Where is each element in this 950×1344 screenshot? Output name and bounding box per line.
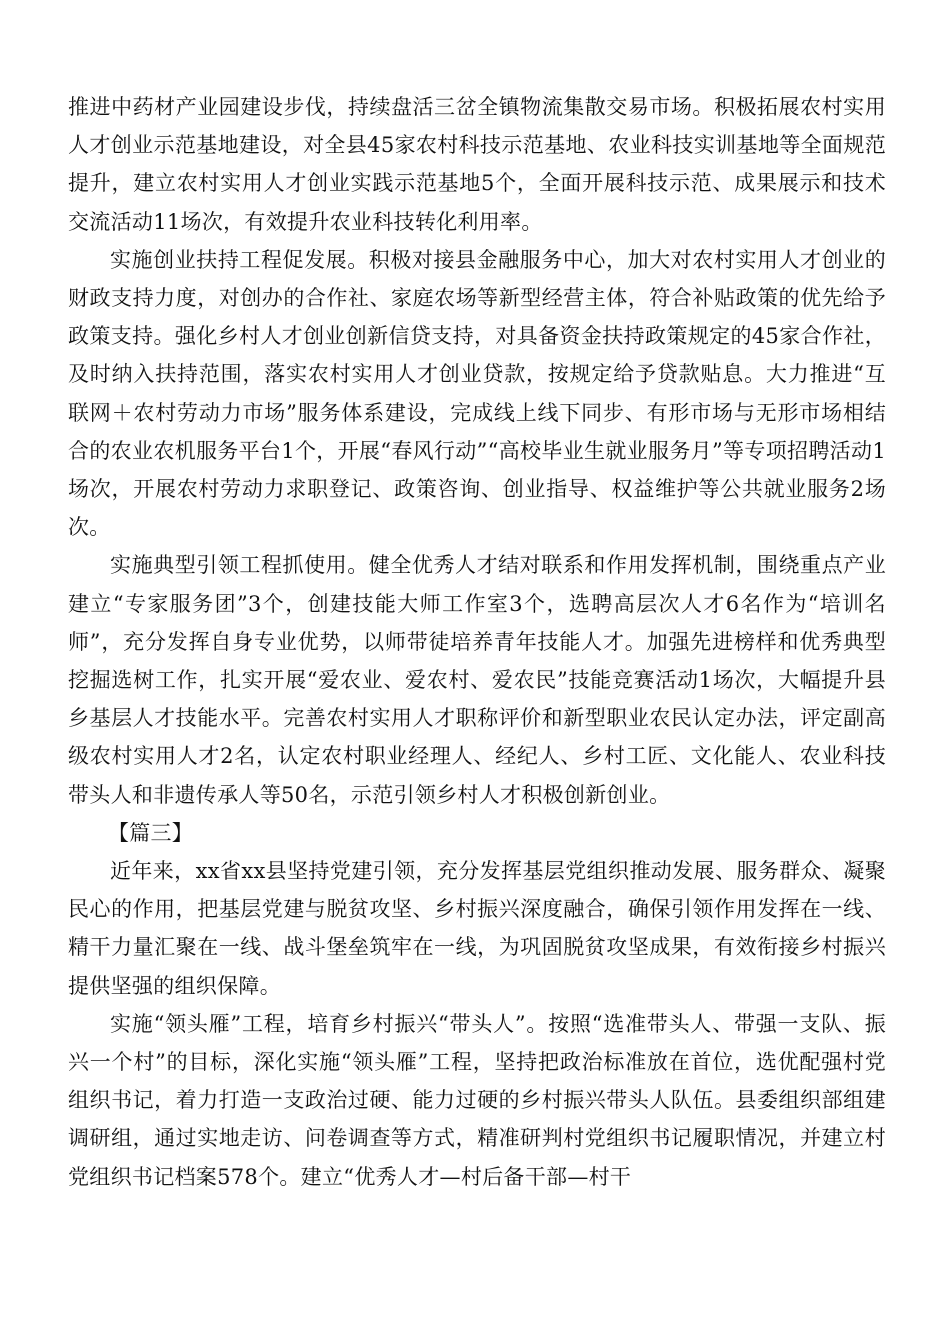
paragraph-entrepreneurship-support: 实施创业扶持工程促发展。积极对接县金融服务中心，加大对农村实用人才创业的财政支持力度，对创办的合作社、家庭农场等新型经营主体，符合补贴政策的优先给予政策支持。强化乡村人才创业创新信贷支持，对具备资金扶持政策规定的45家合作社，及时纳入扶持范围，落实农村实用人才创业贷款，按规定给予贷款贴息。大力推进“互联网＋农村劳动力市场”服务体系建设，完成线上线下同步、有形市场与无形市场相结合的农业农机服务平台1个，开展“春风行动”“高校毕业生就业服务月”等专项招聘活动1场次，开展农村劳动力求职登记、政策咨询、创业指导、权益维护等公共就业服务2场次。 xyxy=(68,247,886,540)
paragraph-typical-leading: 实施典型引领工程抓使用。健全优秀人才结对联系和作用发挥机制，围绕重点产业建立“专家服务团”3个，创建技能大师工作室3个，选聘高层次人才6名作为“培训名师”，充分发挥自身专业优势，以师带徒培养青年技能人才。加强先进榜样和优秀典型挖掘选树工作，扎实开展“爱农业、爱农村、爱农民”技能竞赛活动1场次，大幅提升县乡基层人才技能水平。完善农村实用人才职称评价和新型职业农民认定办法，评定副高级农村实用人才2名，认定农村职业经理人、经纪人、乡村工匠、文化能人、农业科技带头人和非遗传承人等50名，示范引领乡村人才积极创新创业。 xyxy=(68,553,886,807)
paragraph-continued: 推进中药材产业园建设步伐，持续盘活三岔全镇物流集散交易市场。积极拓展农村实用人才创业示范基地建设，对全县45家农村科技示范基地、农业科技实训基地等全面规范提升，建立农村实用人才创业实践示范基地5个，全面开展科技示范、成果展示和技术交流活动11场次，有效提升农业科技转化利用率。 xyxy=(68,95,886,234)
paragraph-intro: 近年来，xx省xx县坚持党建引领，充分发挥基层党组织推动发展、服务群众、凝聚民心的作用，把基层党建与脱贫攻坚、乡村振兴深度融合，确保引领作用发挥在一线、精干力量汇聚在一线、战斗堡垒筑牢在一线，为巩固脱贫攻坚成果，有效衔接乡村振兴提供坚强的组织保障。 xyxy=(68,859,886,998)
paragraph-lead-goose: 实施“领头雁”工程，培育乡村振兴“带头人”。按照“选准带头人、带强一支队、振兴一个村”的目标，深化实施“领头雁”工程，坚持把政治标准放在首位，选优配强村党组织书记，着力打造一支政治过硬、能力过硬的乡村振兴带头人队伍。县委组织部组建调研组，通过实地走访、问卷调查等方式，精准研判村党组织书记履职情况，并建立村党组织书记档案578个。建立“优秀人才—村后备干部—村干 xyxy=(68,1011,886,1189)
section-heading: 【篇三】 xyxy=(107,820,194,845)
document-body xyxy=(68,88,886,1196)
